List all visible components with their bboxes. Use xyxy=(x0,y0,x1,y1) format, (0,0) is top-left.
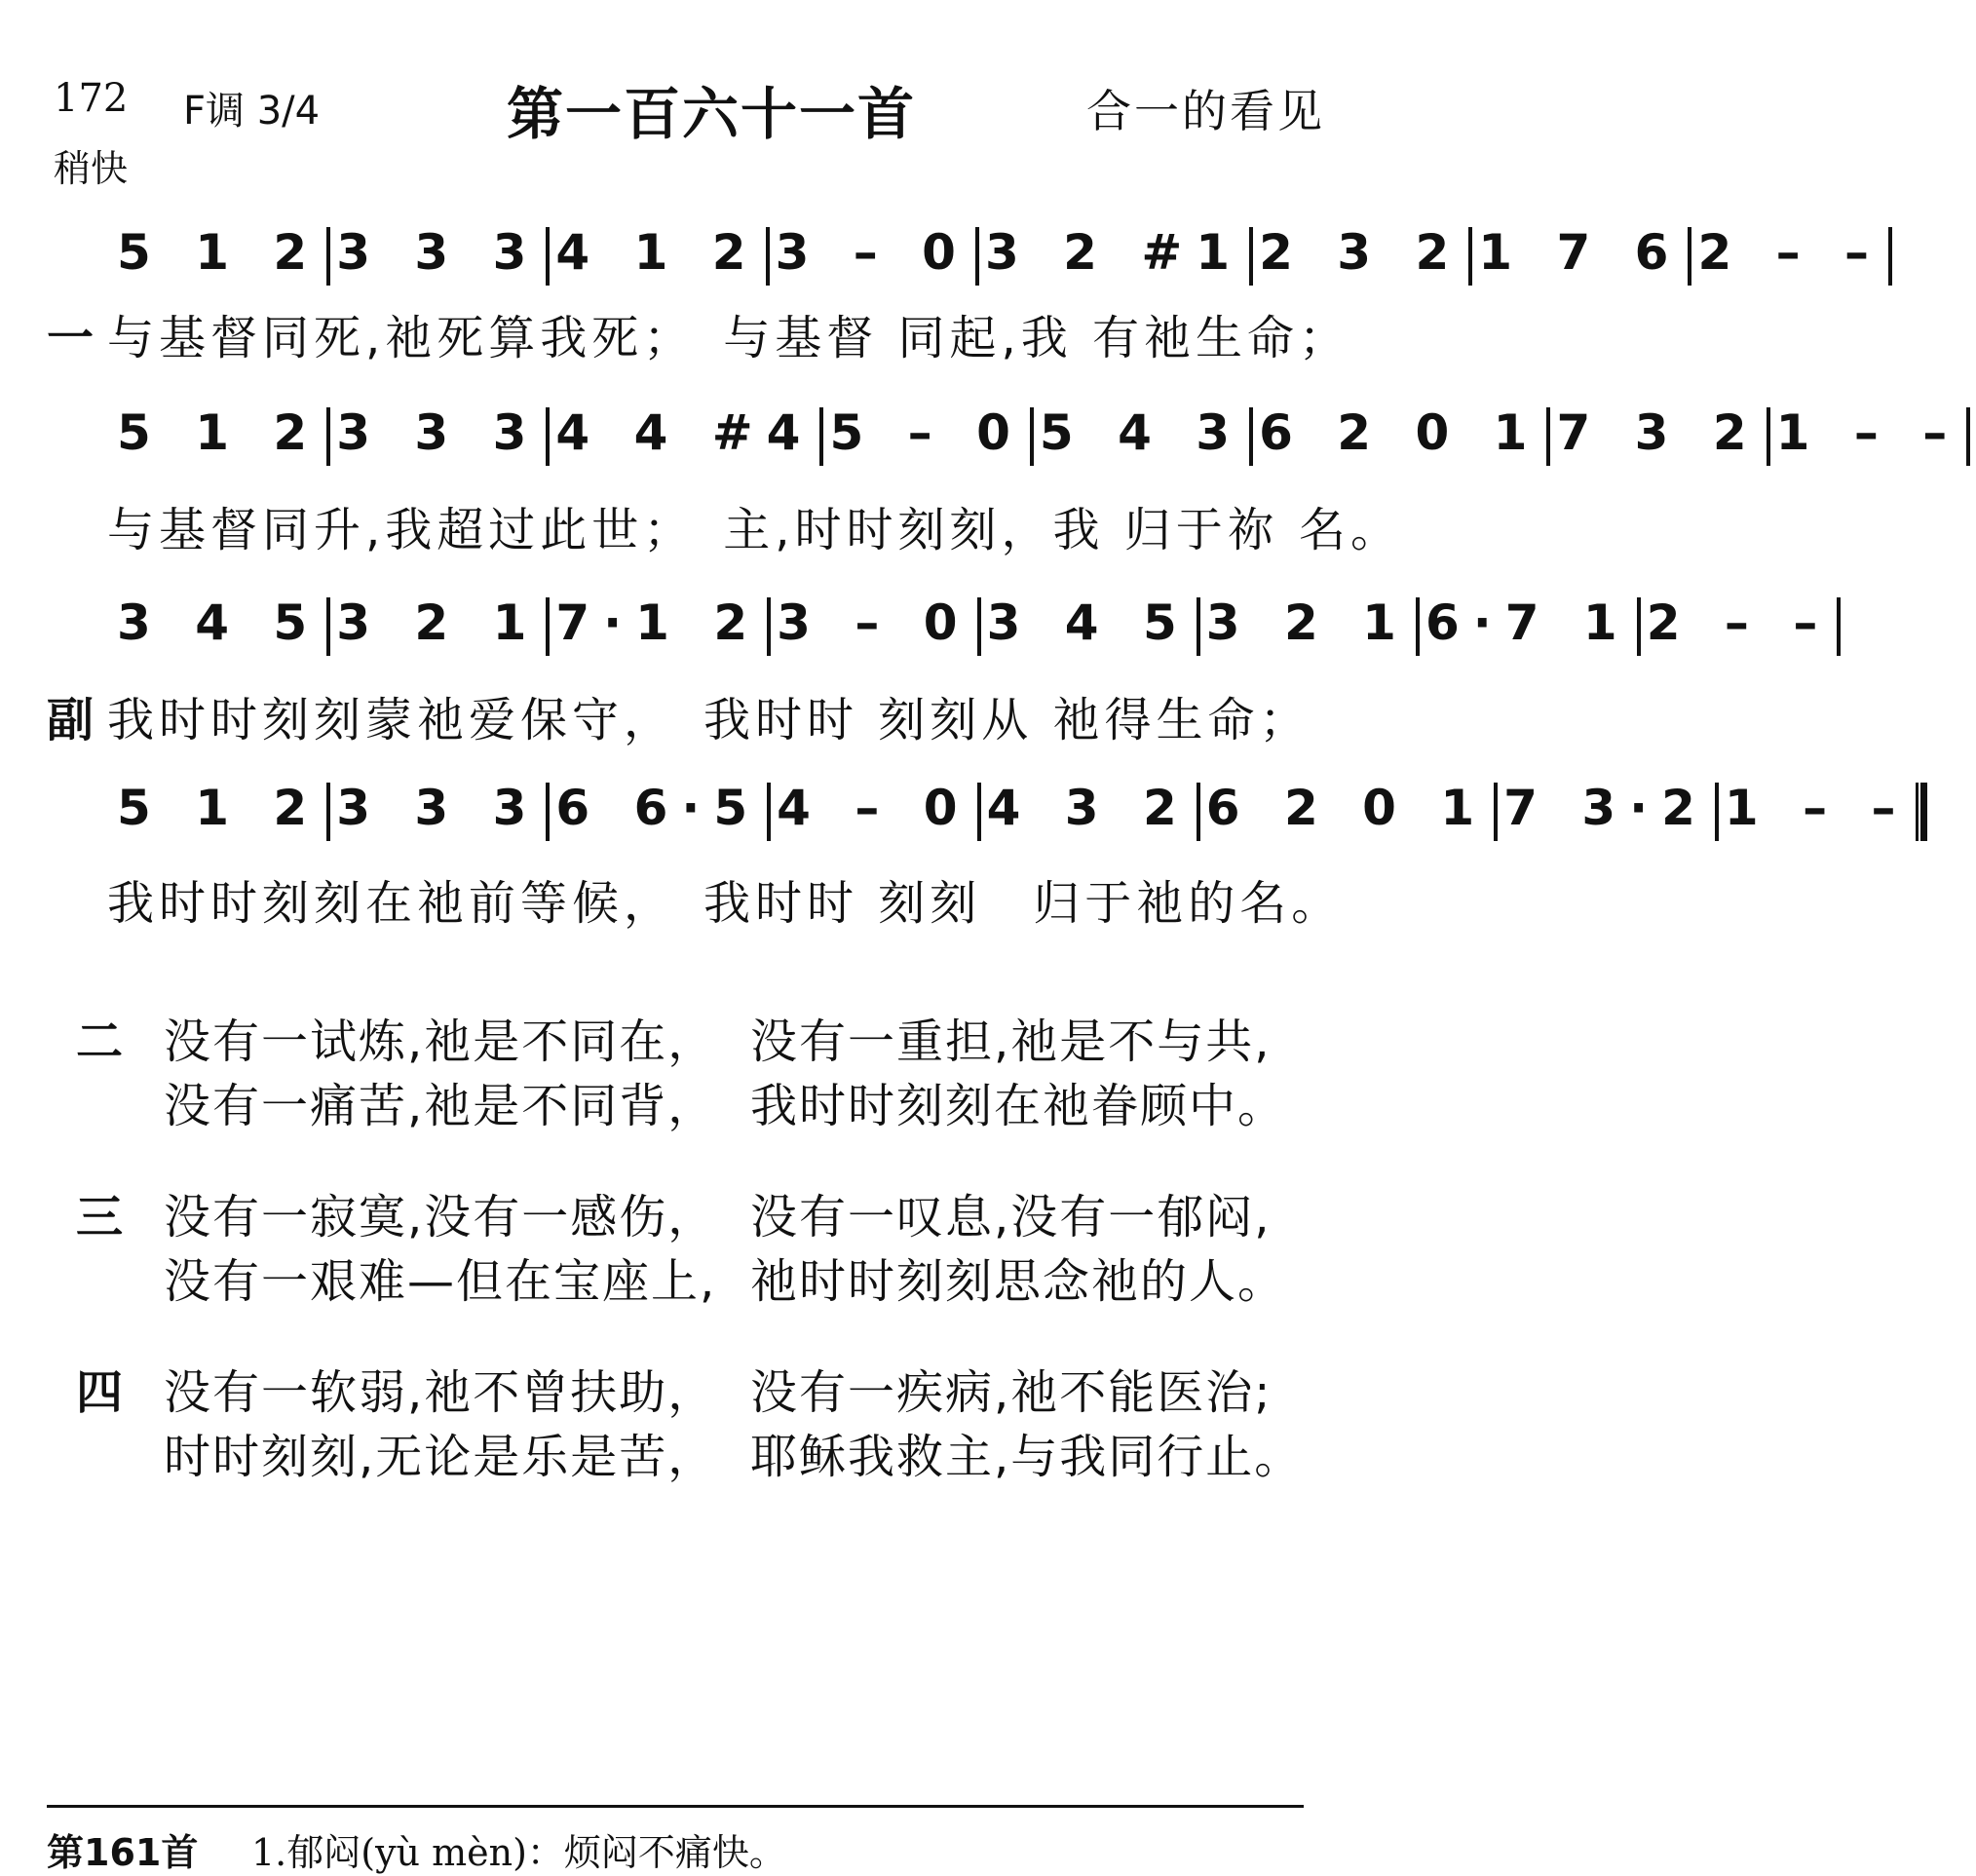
stanza-label: 副 xyxy=(47,693,95,747)
footnote-divider xyxy=(47,1805,1304,1808)
bar-line xyxy=(766,227,770,286)
bar-line xyxy=(1888,227,1892,286)
footnote-text: 1.郁闷(yù mèn)：烦闷不痛快。 xyxy=(251,1831,786,1874)
bar-line xyxy=(546,407,550,466)
stanza-label: 一 xyxy=(47,311,95,365)
bar-line xyxy=(546,783,550,841)
measure: 3 3 3 xyxy=(336,404,541,461)
measure: 6 2 0 1 xyxy=(1259,404,1541,461)
bar-line xyxy=(1688,227,1691,286)
measure: 2 3 2 xyxy=(1259,224,1463,281)
bar-line xyxy=(546,597,550,656)
verse-line-left: 没有一软弱,祂不曾扶助， xyxy=(164,1365,717,1420)
bar-line xyxy=(1837,597,1841,656)
measure: 3 4 5 xyxy=(986,594,1191,651)
bar-line xyxy=(1767,407,1770,466)
lyric-line: 与基督同升,我超过此世； 主,时时刻刻，我 归于祢 名。 xyxy=(107,503,1403,557)
measure: 5 1 2 xyxy=(117,780,322,836)
notation-row xyxy=(117,404,1976,466)
measure: 7 3 2 xyxy=(1556,404,1761,461)
bar-line xyxy=(1546,407,1550,466)
measure: 3 3 3 xyxy=(336,780,541,836)
verse-line-left: 没有一痛苦,祂是不同背， xyxy=(164,1079,717,1133)
measure: 4 1 2 xyxy=(555,224,760,281)
hymn-title: 第一百六十一首 xyxy=(507,81,917,147)
measure: 3 3 3 xyxy=(336,224,541,281)
notation-row xyxy=(117,224,1898,286)
bar-line xyxy=(767,597,771,656)
verse-number: 二 xyxy=(76,1015,124,1069)
bar-line xyxy=(977,783,981,841)
measure: 7 3·2 xyxy=(1503,780,1709,836)
bar-line xyxy=(1637,597,1641,656)
verse-number: 四 xyxy=(76,1365,124,1420)
bar-line xyxy=(326,227,330,286)
bar-line xyxy=(1197,597,1200,656)
final-bar-line xyxy=(1916,783,1927,841)
measure: 3 2 1 xyxy=(1205,594,1410,651)
lyric-line: 我时时刻刻蒙祂爱保守， 我时时 刻刻从 祂得生命； xyxy=(107,693,1311,747)
verse-line-right: 没有一疾病,祂不能医治; xyxy=(750,1365,1273,1420)
bar-line xyxy=(326,597,330,656)
measure: 4 3 2 xyxy=(986,780,1191,836)
verse-number: 三 xyxy=(76,1190,124,1244)
verse-line-right: 没有一叹息,没有一郁闷, xyxy=(750,1190,1272,1244)
measure: 6 6·5 xyxy=(555,780,762,836)
measure: 7·1 2 xyxy=(555,594,762,651)
lyric-line: 与基督同死,祂死算我死； 与基督 同起,我 有祂生命； xyxy=(107,311,1351,365)
measure: 5 – 0 xyxy=(829,404,1024,461)
bar-line xyxy=(326,407,330,466)
bar-line xyxy=(819,407,823,466)
bar-line xyxy=(546,227,550,286)
verse-line-right: 没有一重担,祂是不与共, xyxy=(750,1015,1272,1069)
bar-line xyxy=(1468,227,1472,286)
measure: 5 1 2 xyxy=(117,404,322,461)
bar-line xyxy=(975,227,979,286)
footnote-reference: 第161首 xyxy=(47,1831,199,1874)
measure: 1 7 6 xyxy=(1478,224,1683,281)
verse-line-left: 没有一艰难—但在宝座上, xyxy=(164,1254,717,1309)
measure: 3 2 1 xyxy=(336,594,541,651)
bar-line xyxy=(1966,407,1970,466)
measure: 2 – – xyxy=(1697,224,1883,281)
lyric-line: 我时时刻刻在祂前等候， 我时时 刻刻 归于祂的名。 xyxy=(107,876,1344,931)
measure: 3 – 0 xyxy=(777,594,971,651)
bar-line xyxy=(1494,783,1498,841)
measure: 1 – – xyxy=(1724,780,1910,836)
bar-line xyxy=(1030,407,1034,466)
verse-line-left: 没有一试炼,祂是不同在， xyxy=(164,1015,717,1069)
hymn-subtitle: 合一的看见 xyxy=(1086,85,1325,137)
measure: 6 2 0 1 xyxy=(1205,780,1489,836)
notation-row xyxy=(117,594,1846,656)
measure: 2 – – xyxy=(1646,594,1832,651)
tempo-marking: 稍快 xyxy=(54,147,129,190)
measure: 3 – 0 xyxy=(775,224,969,281)
measure: 6·7 1 xyxy=(1425,594,1631,651)
measure: 3 2 #1 xyxy=(984,224,1244,281)
measure: 4 – 0 xyxy=(777,780,971,836)
bar-line xyxy=(767,783,771,841)
page-number: 172 xyxy=(54,76,129,121)
bar-line xyxy=(1715,783,1719,841)
verse-line-right: 我时时刻刻在祂眷顾中。 xyxy=(750,1079,1287,1133)
bar-line xyxy=(1197,783,1200,841)
measure: 5 1 2 xyxy=(117,224,322,281)
measure: 1 – – xyxy=(1775,404,1961,461)
verse-line-left: 没有一寂寞,没有一感伤， xyxy=(164,1190,717,1244)
bar-line xyxy=(1249,227,1253,286)
measure: 5 4 3 xyxy=(1039,404,1244,461)
measure: 3 4 5 xyxy=(117,594,322,651)
verse-line-left: 时时刻刻,无论是乐是苦， xyxy=(164,1430,717,1484)
bar-line xyxy=(1416,597,1420,656)
bar-line xyxy=(1249,407,1253,466)
verse-line-right: 祂时时刻刻思念祂的人。 xyxy=(750,1254,1287,1309)
notation-row xyxy=(117,780,1927,841)
key-time-signature: F调 3/4 xyxy=(183,89,321,134)
measure: 4 4 #4 xyxy=(555,404,815,461)
bar-line xyxy=(326,783,330,841)
verse-line-right: 耶稣我救主,与我同行止。 xyxy=(750,1430,1304,1484)
bar-line xyxy=(977,597,981,656)
